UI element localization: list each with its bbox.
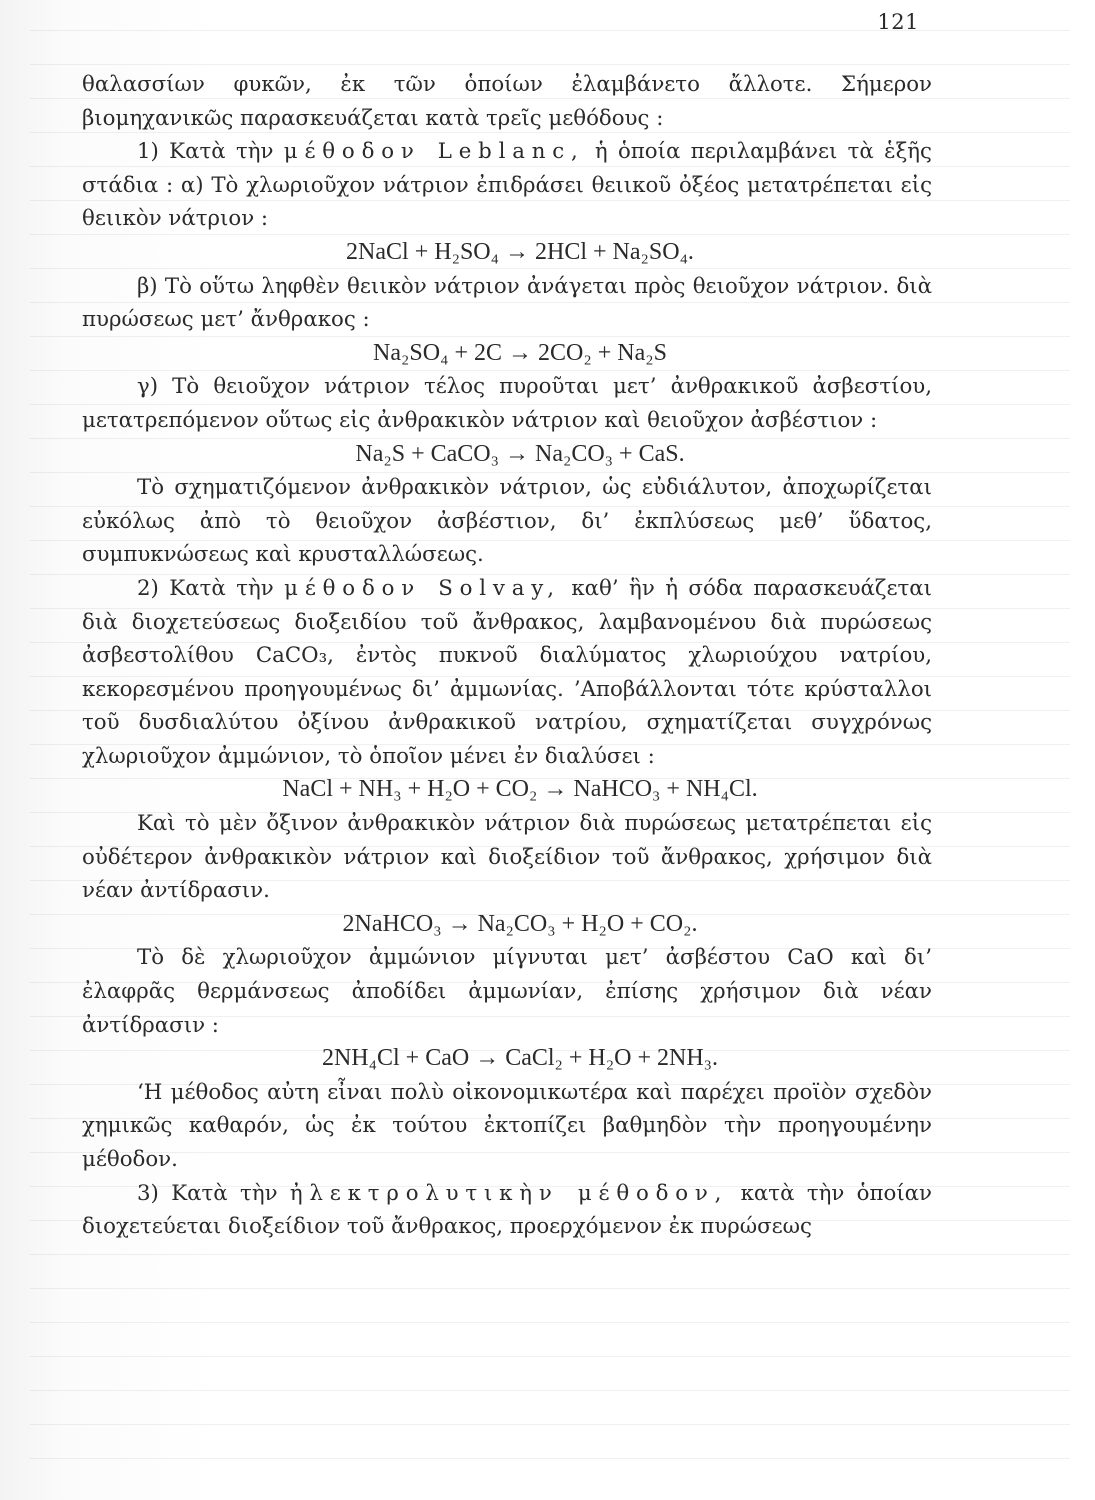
- electrolytic-prefix: 3) Κατὰ τὴν: [137, 1180, 278, 1206]
- paragraph-beta: β) Τὸ οὕτω ληφθὲν θειικὸν νάτριον ἀνάγεται πρὸς θειοῦχον νάτριον. διὰ πυρώσεως μετ’ ἄνθρακος :: [82, 273, 932, 333]
- electrolytic-description: κατὰ τὴν ὁποίαν διοχετεύεται διοξείδιον τοῦ ἄνθρακος, προερχόμενον ἐκ πυρώσεως: [82, 1180, 932, 1240]
- paragraph-ammonium: Τὸ δὲ χλωριοῦχον ἀμμώνιον μίγνυται μετ’ ἀσβέστου CaO καὶ δι’ ἐλαφρᾶς θερμάνσεως ἀποδίδει ἀμμωνίαν, ἐπίσης χρήσιμον διὰ νέαν ἀντίδρασιν :: [82, 945, 932, 1038]
- paragraph-electrolytic: [82, 1177, 932, 1244]
- equation-1: 2NaCl + H₂SO₄ → 2HCl + Na₂SO₄.: [346, 238, 694, 265]
- leblanc-method-name: μέθοδον Leblanc,: [283, 139, 585, 165]
- equation-4: NaCl + NH₃ + H₂O + CO₂ → NaHCO₃ + NH₄Cl.: [282, 776, 758, 803]
- page-body: [82, 68, 932, 1244]
- paragraph-economy: ‘Η μέθοδος αὐτη εἶναι πολὺ οἰκονομικωτέρα καὶ παρέχει προϊὸν σχεδὸν χημικῶς καθαρόν, ὡς ἐκ τούτου ἐκτοπίζει βαθμηδὸν τὴν προηγουμένην μέθοδον.: [82, 1079, 932, 1172]
- equation-6: 2NH₄Cl + CaO → CaCl₂ + H₂O + 2NH₃.: [321, 1045, 719, 1072]
- paragraph-formed: Τὸ σχηματιζόμενον ἀνθρακικὸν νάτριον, ὡς εὐδιάλυτον, ἀποχωρίζεται εὐκόλως ἀπὸ τὸ θειοῦχον ἀσβέστιον, δι’ ἐκπλύσεως μεθ’ ὕδατος, συμπυκνώσεως καὶ κρυσταλλώσεως.: [82, 475, 932, 568]
- leblanc-prefix: 1) Κατὰ τὴν: [137, 139, 274, 165]
- equation-2: Na₂SO₄ + 2C → 2CO₂ + Na₂S: [373, 339, 667, 366]
- solvay-prefix: 2) Κατὰ τὴν: [137, 575, 274, 601]
- leblanc-description: ἡ ὁποία περιλαμβάνει τὰ ἑξῆς στάδια : α) Τὸ χλωριοῦχον νάτριον ἐπιδράσει θειικοῦ ὀξέος μετατρέπεται εἰς θειικὸν νάτριον :: [82, 139, 932, 232]
- solvay-description: καθ’ ἣν ἡ σόδα παρασκευάζεται διὰ διοχετεύσεως διοξειδίου τοῦ ἄνθρακος, λαμβανομένου διὰ πυρώσεως ἀσβεστολίθου CaCO₃, ἐντὸς πυκνοῦ διαλύματος χλωριούχου νατρίου, κεκορεσμένου προηγουμένως δι’ ἀμμωνίας. ’Αποβάλλονται τότε κρύσταλλοι τοῦ δυσδιαλύτου ὀξίνου ἀνθρακικοῦ νατρίου, σχηματίζεται συγχρόνως χλωριοῦχον ἀμμώνιον, τὸ ὁποῖον μένει ἐν διαλύσει :: [82, 575, 932, 769]
- paragraph-gamma: γ) Τὸ θειοῦχον νάτριον τέλος πυροῦται μετ’ ἀνθρακικοῦ ἀσβεστίου, μετατρεπόμενον οὕτως εἰς ἀνθρακικὸν νάτριον καὶ θειοῦχον ἀσβέστιον :: [82, 374, 932, 433]
- paragraph-intro: θαλασσίων φυκῶν, ἐκ τῶν ὁποίων ἐλαμβάνετο ἄλλοτε. Σήμερον βιομηχανικῶς παρασκευάζεται κατὰ τρεῖς μεθόδους :: [82, 72, 932, 131]
- equation-3: Na₂S + CaCO₃ → Na₂CO₃ + CaS.: [355, 440, 685, 467]
- electrolytic-method-name: ἠλεκτρολυτικὴν μέθοδον,: [289, 1180, 729, 1206]
- equation-5: 2NaHCO₃ → Na₂CO₃ + H₂O + CO₂.: [342, 910, 698, 937]
- solvay-method-name: μέθοδον Solvay,: [284, 575, 561, 601]
- paragraph-leblanc: [82, 135, 932, 236]
- page-number: 121: [877, 10, 919, 34]
- paragraph-acid-carbonate: Καὶ τὸ μὲν ὄξινον ἀνθρακικὸν νάτριον διὰ πυρώσεως μετατρέπεται εἰς οὐδέτερον ἀνθρακικὸν νάτριον καὶ διοξείδιον τοῦ ἄνθρακος, χρήσιμον διὰ νέαν ἀντίδρασιν.: [82, 811, 932, 904]
- paragraph-solvay: [82, 572, 932, 774]
